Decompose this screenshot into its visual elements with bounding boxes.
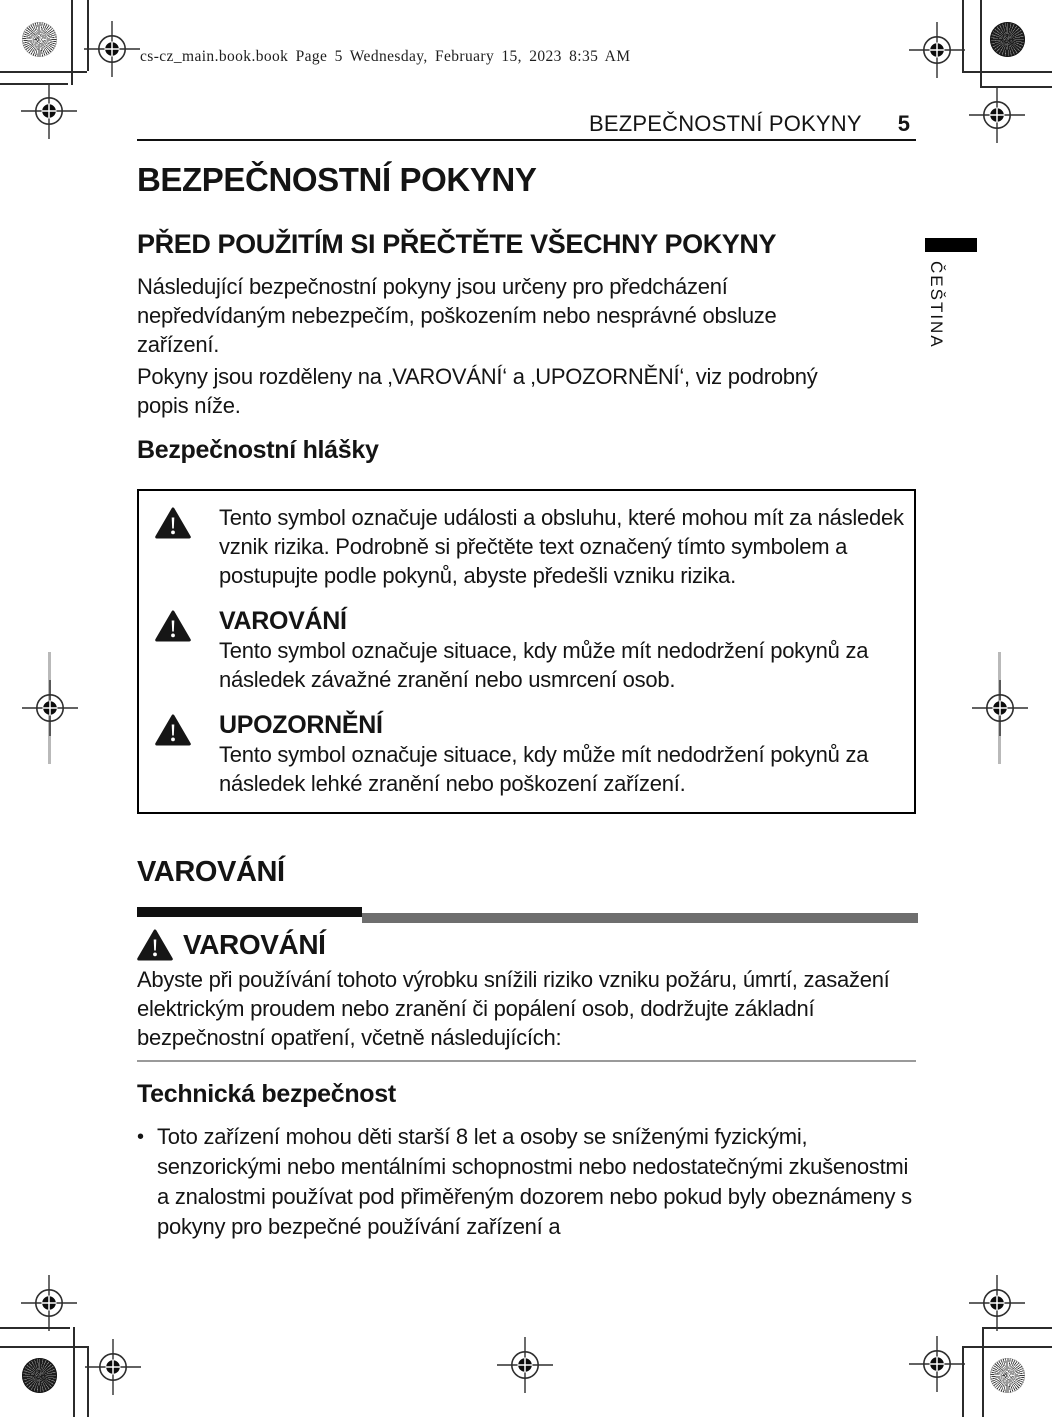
warning-banner-title: VAROVÁNÍ xyxy=(183,929,326,960)
registration-mark-icon xyxy=(909,1336,965,1392)
registration-mark-icon xyxy=(969,87,1025,143)
crop-mark xyxy=(73,1327,75,1417)
intro-paragraph: Pokyny jsou rozděleny na ‚VAROVÁNÍ‘ a ‚UPOZORNĚNÍ‘, viz podrobný popis níže. xyxy=(137,364,818,418)
registration-mark-icon xyxy=(969,1275,1025,1331)
safety-message-item xyxy=(155,606,906,694)
crop-mark xyxy=(0,71,87,73)
color-pinwheel-icon xyxy=(22,1358,57,1393)
document-subtitle: PŘED POUŽITÍM SI PŘEČTĚTE VŠECHNY POKYNY xyxy=(137,229,777,259)
crop-mark xyxy=(962,71,1052,73)
crop-mark xyxy=(962,1346,1052,1348)
warning-triangle-icon xyxy=(155,507,191,539)
language-tab-label: ČEŠTINA xyxy=(927,261,946,349)
warning-intro-paragraph: Abyste při používání tohoto výrobku snížili riziko vzniku požáru, úmrtí, zasažení elektrickým proudem nebo zranění či popálení osob, dodržujte základní bezpečnostní opatření, včetně následujících: xyxy=(137,967,890,1050)
page-header-title: BEZPEČNOSTNÍ POKYNY xyxy=(589,111,862,136)
registration-mark-icon xyxy=(85,1339,141,1395)
safety-message-title: UPOZORNĚNÍ xyxy=(219,711,383,739)
safety-message-body xyxy=(219,710,906,798)
warning-section-heading: VAROVÁNÍ xyxy=(137,856,285,888)
safety-messages-heading: Bezpečnostní hlášky xyxy=(137,436,379,464)
intro-paragraph: Následující bezpečnostní pokyny jsou určeny pro předcházení nepředvídaným nebezpečím, poškozením nebo nesprávné obsluze zařízení. xyxy=(137,274,777,357)
registration-mark-icon xyxy=(909,22,965,78)
print-job-header: cs-cz_main.book.book Page 5 Wednesday, February 15, 2023 8:35 AM xyxy=(140,48,631,65)
crop-mark xyxy=(980,0,982,86)
safety-messages-box xyxy=(137,489,916,814)
warning-triangle-icon xyxy=(155,610,191,642)
safety-message-text: Tento symbol označuje situace, kdy může mít nedodržení pokynů za následek lehké zranění nebo poškození zařízení. xyxy=(219,742,869,796)
registration-mark-icon xyxy=(972,680,1028,736)
warning-banner-bars xyxy=(137,907,916,926)
safety-message-text: Tento symbol označuje situace, kdy může mít nedodržení pokynů za následek závažné zranění nebo usmrcení osob. xyxy=(219,638,869,692)
registration-mark-icon xyxy=(21,83,77,139)
safety-message-title: VAROVÁNÍ xyxy=(219,607,347,635)
crop-mark xyxy=(982,1327,984,1417)
safety-message-body xyxy=(219,606,906,694)
color-pinwheel-icon xyxy=(22,22,57,57)
safety-message-item xyxy=(155,503,906,590)
registration-mark-icon xyxy=(21,1275,77,1331)
registration-mark-icon xyxy=(22,680,78,736)
header-rule xyxy=(137,139,916,141)
page-header xyxy=(137,111,916,135)
document-title: BEZPEČNOSTNÍ POKYNY xyxy=(137,161,537,198)
language-tab-bar xyxy=(925,238,977,252)
warning-triangle-icon xyxy=(137,929,173,961)
accent-bar-black xyxy=(137,907,362,917)
safety-message-text: Tento symbol označuje události a obsluhu, které mohou mít za následek vznik rizika. Podrobně si přečtěte text označený tímto symbolem a postupujte podle pokynů, abyste předešli vzniku rizika. xyxy=(219,505,904,588)
accent-bar-gray xyxy=(362,913,918,923)
warning-banner xyxy=(137,929,916,961)
page-content xyxy=(137,111,916,1242)
registration-mark-icon xyxy=(497,1337,553,1393)
warning-triangle-icon xyxy=(155,714,191,746)
page-number: 5 xyxy=(897,111,910,136)
safety-message-body xyxy=(219,503,906,590)
color-pinwheel-icon xyxy=(990,1358,1025,1393)
safety-message-item xyxy=(155,710,906,798)
color-pinwheel-icon xyxy=(990,22,1025,57)
section-divider xyxy=(137,1060,916,1062)
tech-safety-heading: Technická bezpečnost xyxy=(137,1080,396,1108)
bullet-marker: • xyxy=(137,1126,145,1148)
bullet-item xyxy=(137,1122,916,1242)
bullet-text: Toto zařízení mohou děti starší 8 let a osoby se sníženými fyzickými, senzorickými nebo mentálními schopnostmi nebo nedostatečnými zkušenostmi a znalostmi používat pod přiměřeným dozorem nebo pokud byly obeznámeny s pokyny pro bezpečné používání zařízení a xyxy=(157,1124,912,1239)
registration-mark-icon xyxy=(84,21,140,77)
